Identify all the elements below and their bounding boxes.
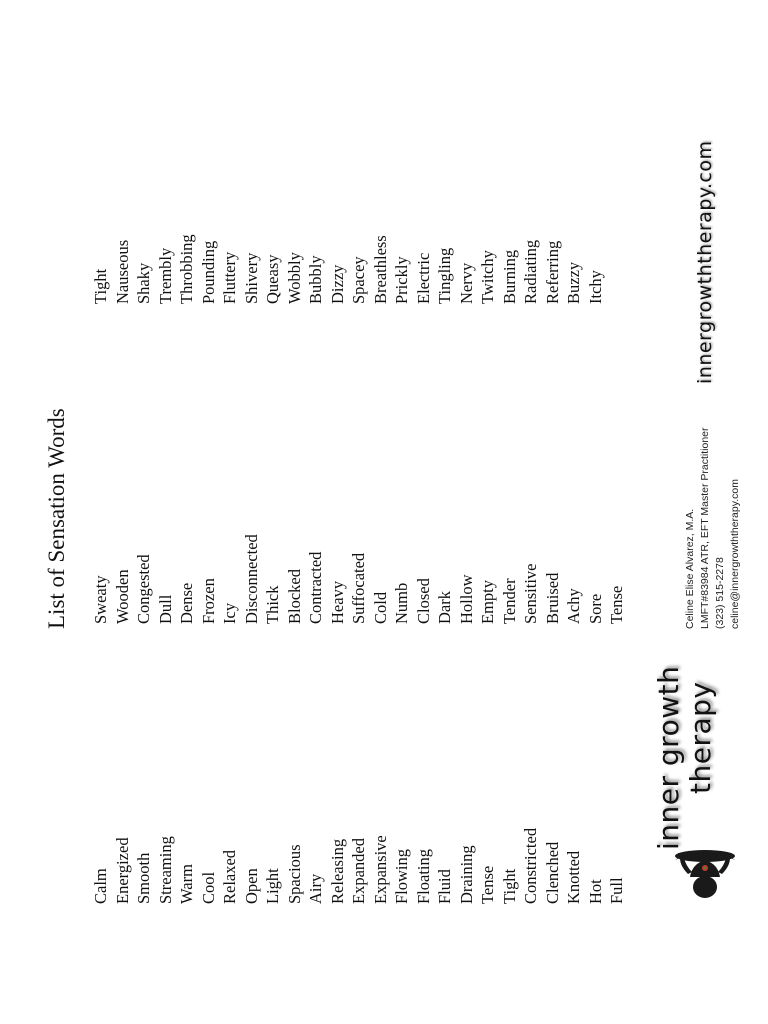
sensation-word: Releasing (327, 838, 347, 904)
sensation-word: Dull (155, 594, 175, 624)
sensation-word: Smooth (134, 852, 153, 904)
page-title: List of Sensation Words (44, 408, 69, 629)
sensation-word: Sweaty (91, 575, 110, 624)
sensation-word: Hollow (456, 574, 476, 624)
word-column-2 (90, 534, 628, 624)
sensation-word: Shaky (134, 262, 153, 304)
website-url[interactable]: innergrowththerapy.com (694, 140, 716, 384)
meditating-figure-icon (650, 844, 760, 904)
sensation-word: Referring (542, 240, 562, 304)
sensation-word: Empty (478, 580, 497, 624)
sensation-word: Fluttery (220, 251, 239, 304)
sensation-word: Pounding (198, 240, 218, 304)
sensation-word: Draining (456, 845, 476, 904)
sensation-word: Dizzy (327, 264, 347, 304)
sensation-word: Prickly (392, 256, 411, 304)
sensation-word: Trembly (155, 247, 175, 304)
sensation-word: Tense (478, 865, 497, 904)
sensation-word: Knotted (564, 850, 583, 904)
sensation-word: Heavy (327, 580, 347, 624)
sensation-word: Spacey (349, 256, 368, 304)
sensation-word: Burning (499, 249, 519, 304)
word-column-3 (90, 234, 606, 304)
sensation-word: Breathless (370, 235, 390, 304)
sensation-word: Relaxed (220, 849, 239, 904)
sensation-word: Sore (585, 593, 605, 624)
sensation-word: Closed (413, 578, 433, 624)
sensation-word: Thick (263, 585, 282, 624)
sensation-word: Tender (499, 578, 519, 624)
sensation-word: Hot (585, 879, 605, 904)
sensation-word: Frozen (198, 578, 218, 624)
sensation-word: Floating (413, 848, 433, 904)
sensation-word: Wooden (112, 569, 132, 624)
sensation-word: Throbbing (177, 234, 196, 304)
sensation-word: Flowing (392, 848, 411, 904)
sensation-word: Expansive (370, 835, 390, 904)
sensation-word: Cool (198, 871, 218, 904)
sensation-word: Fluid (435, 869, 454, 904)
sensation-word: Blocked (284, 569, 304, 624)
sensation-word: Nervy (456, 262, 476, 304)
logo-text-line1: inner growth (652, 665, 685, 850)
sensation-word: Bubbly (306, 255, 325, 304)
word-column-1 (90, 828, 628, 904)
sensation-word: Energized (112, 837, 132, 904)
sensation-word: Constricted (521, 827, 540, 904)
contact-block (683, 427, 743, 629)
sensation-word: Sensitive (521, 563, 540, 624)
sensation-word: Electric (413, 252, 433, 304)
sensation-word: Disconnected (241, 534, 261, 624)
sensation-word: Warm (177, 864, 196, 904)
sensation-word: Icy (220, 602, 239, 624)
logo (650, 644, 760, 904)
sensation-word: Streaming (155, 836, 175, 904)
sensation-word: Calm (91, 868, 110, 904)
sensation-word: Bruised (542, 572, 562, 624)
sensation-word: Itchy (585, 270, 605, 304)
sensation-word: Tense (607, 585, 626, 624)
sensation-word: Open (241, 868, 261, 904)
sensation-word: Tight (499, 868, 519, 904)
contact-email[interactable]: celine@innergrowththerapy.com (729, 479, 741, 629)
sensation-word: Cold (370, 591, 390, 624)
contact-credentials: LMFT#83984 ATR, EFT Master Practitioner (699, 427, 711, 629)
sensation-word: Achy (564, 588, 583, 624)
sensation-word: Airy (306, 873, 325, 904)
logo-text-line2: therapy (684, 681, 717, 794)
sensation-word: Dark (435, 591, 454, 624)
sensation-word: Suffocated (349, 552, 368, 624)
sensation-word: Dense (177, 582, 196, 624)
sensation-word: Clenched (542, 841, 562, 904)
sensation-word: Full (607, 877, 626, 904)
sensation-word: Radiating (521, 239, 540, 304)
sensation-word: Spacious (284, 844, 304, 904)
sensation-word: Queasy (263, 254, 282, 304)
sensation-word: Shivery (241, 252, 261, 304)
contact-name: Celine Elise Alvarez, M.A. (684, 508, 696, 629)
sensation-word: Nauseous (112, 239, 132, 304)
sensation-word: Wobbly (284, 252, 304, 304)
sensation-word: Contracted (306, 551, 325, 624)
sensation-word: Numb (392, 582, 411, 624)
sensation-word: Tingling (435, 247, 454, 304)
sensation-word: Buzzy (564, 261, 583, 304)
sensation-word: Expanded (349, 838, 368, 904)
contact-phone: (323) 515-2278 (714, 557, 726, 629)
sensation-word: Tight (91, 268, 110, 304)
sensation-word: Twitchy (478, 250, 497, 304)
sensation-word: Congested (134, 554, 153, 624)
sensation-word: Light (263, 868, 282, 904)
